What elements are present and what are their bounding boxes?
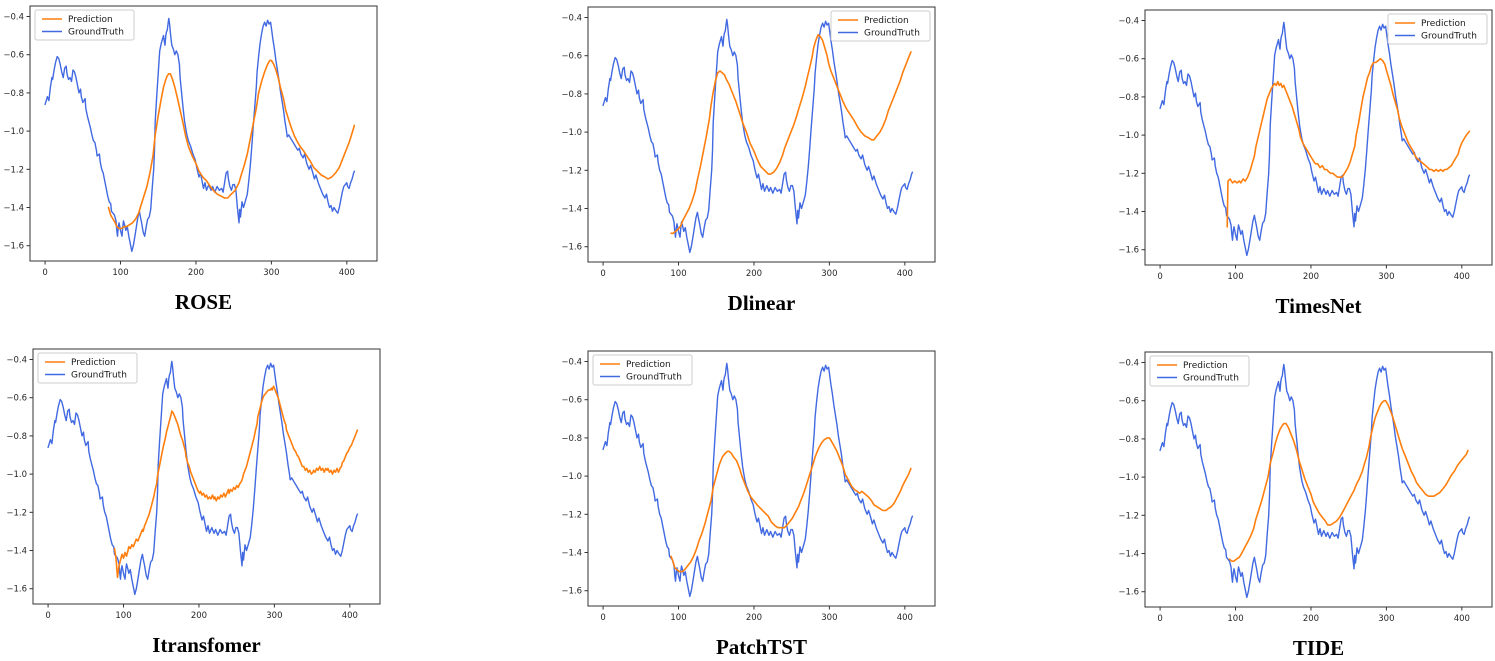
y-tick-label: −1.2 xyxy=(1118,169,1139,180)
axis-frame xyxy=(588,351,935,606)
y-tick-label: −1.2 xyxy=(6,508,27,519)
y-tick-label: −0.4 xyxy=(561,357,582,368)
x-tick-label: 100 xyxy=(115,611,132,621)
groundtruth-line xyxy=(45,18,354,251)
legend-label: GroundTruth xyxy=(1421,31,1477,42)
x-tick-label: 100 xyxy=(670,613,687,623)
y-tick-label: −1.2 xyxy=(1118,511,1139,522)
prediction-line xyxy=(1227,59,1469,227)
y-tick-label: −0.8 xyxy=(6,431,27,442)
chart-timesnet xyxy=(1111,2,1495,332)
x-tick-label: 100 xyxy=(1227,272,1244,282)
y-tick-label: −1.6 xyxy=(561,586,582,597)
panel-timesnet xyxy=(1111,2,1495,332)
legend-label: Prediction xyxy=(68,15,113,25)
y-tick-label: −0.4 xyxy=(561,13,582,24)
x-tick-label: 300 xyxy=(1378,614,1395,624)
legend-label: GroundTruth xyxy=(71,370,127,381)
x-tick-label: 100 xyxy=(670,269,687,279)
legend-label: Prediction xyxy=(626,360,671,370)
x-tick-label: 400 xyxy=(896,613,913,623)
panel-itransfomer xyxy=(0,341,399,661)
y-tick-label: −0.4 xyxy=(6,355,27,366)
prediction-line xyxy=(671,35,911,234)
chart-patchtst xyxy=(554,343,954,661)
x-tick-label: 200 xyxy=(1302,614,1320,624)
legend-label: Prediction xyxy=(71,358,116,368)
y-tick-label: −1.0 xyxy=(1118,473,1139,484)
y-tick-label: −1.2 xyxy=(561,510,582,521)
prediction-line xyxy=(671,438,911,572)
y-tick-label: −1.4 xyxy=(1118,549,1139,560)
x-tick-label: 200 xyxy=(1302,272,1320,282)
y-tick-label: −0.8 xyxy=(3,88,24,99)
x-tick-label: 400 xyxy=(896,269,913,279)
legend-label: GroundTruth xyxy=(864,28,920,39)
x-tick-label: 200 xyxy=(745,269,763,279)
chart-title: Itransfomer xyxy=(152,633,261,657)
prediction-line xyxy=(1230,401,1468,562)
x-tick-label: 300 xyxy=(1378,272,1395,282)
x-tick-label: 400 xyxy=(341,611,358,621)
x-tick-label: 300 xyxy=(266,611,283,621)
x-tick-label: 200 xyxy=(190,611,208,621)
legend-label: GroundTruth xyxy=(68,27,124,38)
x-tick-label: 0 xyxy=(1157,272,1163,282)
x-tick-label: 0 xyxy=(600,613,606,623)
y-tick-label: −0.4 xyxy=(1118,358,1139,369)
legend-label: Prediction xyxy=(1421,19,1466,29)
x-tick-label: 400 xyxy=(1453,614,1470,624)
y-tick-label: −0.8 xyxy=(1118,92,1139,103)
x-tick-label: 0 xyxy=(1157,614,1163,624)
x-tick-label: 0 xyxy=(45,611,51,621)
chart-title: PatchTST xyxy=(715,635,807,659)
groundtruth-line xyxy=(1160,364,1469,597)
y-tick-label: −1.0 xyxy=(3,127,24,138)
y-tick-label: −1.0 xyxy=(561,128,582,139)
y-tick-label: −1.4 xyxy=(6,546,27,557)
x-tick-label: 300 xyxy=(821,269,838,279)
chart-title: ROSE xyxy=(174,290,233,314)
chart-dlinear xyxy=(554,0,954,329)
x-tick-label: 0 xyxy=(600,269,606,279)
chart-tide xyxy=(1111,344,1495,661)
y-tick-label: −0.6 xyxy=(1118,396,1139,407)
panel-tide xyxy=(1111,344,1495,661)
x-tick-label: 200 xyxy=(187,268,205,278)
y-tick-label: −0.6 xyxy=(1118,54,1139,65)
y-tick-label: −1.0 xyxy=(1118,131,1139,142)
panel-patchtst xyxy=(554,343,954,661)
groundtruth-line xyxy=(603,363,912,596)
x-tick-label: 300 xyxy=(821,613,838,623)
y-tick-label: −0.8 xyxy=(561,89,582,100)
y-tick-label: −1.4 xyxy=(561,548,582,559)
axis-frame xyxy=(33,349,380,604)
y-tick-label: −1.4 xyxy=(561,204,582,215)
y-tick-label: −0.6 xyxy=(3,50,24,61)
legend-label: GroundTruth xyxy=(626,372,682,383)
axis-frame xyxy=(1145,10,1492,265)
legend-label: Prediction xyxy=(864,16,909,26)
x-tick-label: 400 xyxy=(1453,272,1470,282)
y-tick-label: −1.2 xyxy=(561,166,582,177)
chart-title: Dlinear xyxy=(727,291,796,315)
legend-label: Prediction xyxy=(1183,361,1228,371)
y-tick-label: −1.6 xyxy=(1118,245,1139,256)
x-tick-label: 100 xyxy=(1227,614,1244,624)
chart-title: TimesNet xyxy=(1275,294,1362,318)
x-tick-label: 100 xyxy=(112,268,129,278)
panel-dlinear xyxy=(554,0,954,329)
y-tick-label: −1.0 xyxy=(561,472,582,483)
axis-frame xyxy=(30,6,377,261)
y-tick-label: −1.4 xyxy=(1118,207,1139,218)
y-tick-label: −1.4 xyxy=(3,203,24,214)
y-tick-label: −0.4 xyxy=(1118,16,1139,27)
groundtruth-line xyxy=(48,361,357,594)
chart-itransfomer xyxy=(0,341,399,661)
y-tick-label: −1.6 xyxy=(561,242,582,253)
x-tick-label: 0 xyxy=(42,268,48,278)
x-tick-label: 200 xyxy=(745,613,763,623)
y-tick-label: −0.8 xyxy=(561,433,582,444)
y-tick-label: −1.2 xyxy=(3,165,24,176)
y-tick-label: −1.0 xyxy=(6,470,27,481)
y-tick-label: −0.6 xyxy=(561,395,582,406)
x-tick-label: 400 xyxy=(338,268,355,278)
y-tick-label: −0.6 xyxy=(561,51,582,62)
groundtruth-line xyxy=(1160,22,1469,255)
chart-rose xyxy=(0,0,396,328)
y-tick-label: −0.6 xyxy=(6,393,27,404)
legend-label: GroundTruth xyxy=(1183,373,1239,384)
prediction-line xyxy=(109,60,355,228)
y-tick-label: −0.4 xyxy=(3,12,24,23)
panel-rose xyxy=(0,0,396,328)
y-tick-label: −1.6 xyxy=(3,241,24,252)
y-tick-label: −0.8 xyxy=(1118,434,1139,445)
y-tick-label: −1.6 xyxy=(1118,587,1139,598)
prediction-line xyxy=(115,386,358,577)
x-tick-label: 300 xyxy=(263,268,280,278)
chart-title: TIDE xyxy=(1292,636,1345,660)
y-tick-label: −1.6 xyxy=(6,584,27,595)
axis-frame xyxy=(1145,352,1492,607)
axis-frame xyxy=(588,7,935,262)
